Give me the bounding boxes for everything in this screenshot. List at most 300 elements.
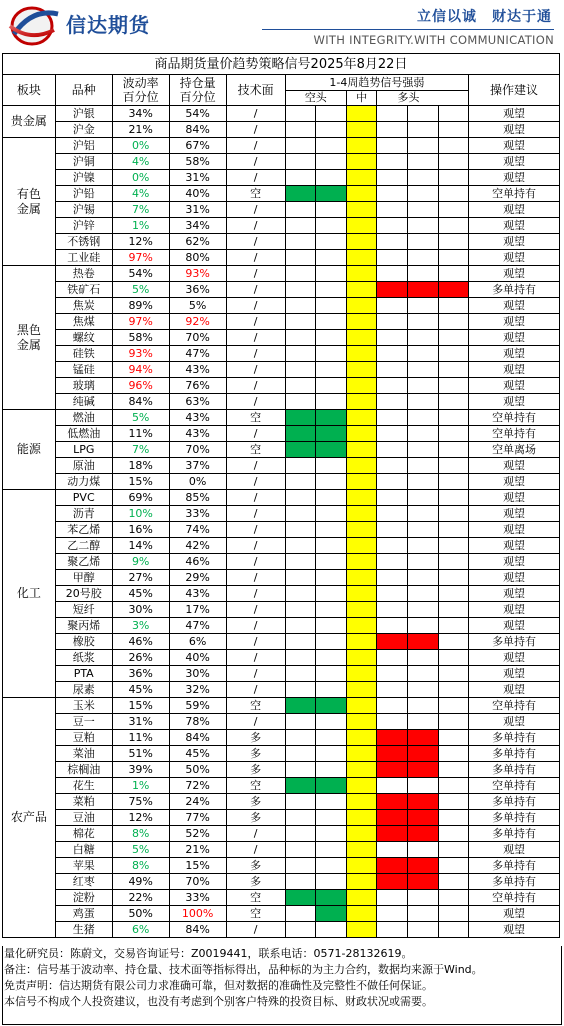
product-name: 焦炭 [55, 298, 112, 314]
signal-bar-cell [346, 378, 377, 394]
oi-percentile: 84% [169, 922, 226, 938]
signal-bar-cell [346, 522, 377, 538]
vol-percentile: 11% [112, 730, 169, 746]
signal-empty-cell [285, 330, 316, 346]
signal-empty-cell [316, 746, 347, 762]
signal-bar-cell [346, 650, 377, 666]
table-title: 商品期货量价趋势策略信号2025年8月22日 [3, 54, 560, 75]
signal-empty-cell [407, 138, 438, 154]
signal-empty-cell [438, 154, 469, 170]
signal-bar-cell [346, 554, 377, 570]
signal-empty-cell [438, 522, 469, 538]
oi-percentile: 62% [169, 234, 226, 250]
signal-empty-cell [377, 922, 408, 938]
oi-percentile: 47% [169, 346, 226, 362]
table-row [3, 554, 560, 570]
signal-empty-cell [407, 186, 438, 202]
signal-empty-cell [407, 122, 438, 138]
oi-percentile: 78% [169, 714, 226, 730]
vol-percentile: 11% [112, 426, 169, 442]
tech-signal: / [226, 842, 285, 858]
signal-empty-cell [407, 698, 438, 714]
signal-empty-cell [316, 922, 347, 938]
advice-text: 观望 [469, 106, 560, 122]
oi-percentile: 77% [169, 810, 226, 826]
vol-percentile: 45% [112, 682, 169, 698]
oi-percentile: 47% [169, 618, 226, 634]
sector-name: 贵金属 [3, 106, 56, 138]
signal-bar-cell [346, 794, 377, 810]
sector-name: 化工 [3, 490, 56, 698]
tech-signal: / [226, 346, 285, 362]
signal-empty-cell [285, 650, 316, 666]
oi-percentile: 29% [169, 570, 226, 586]
signal-empty-cell [438, 730, 469, 746]
signal-bar-cell [316, 442, 347, 458]
table-row [3, 250, 560, 266]
oi-percentile: 100% [169, 906, 226, 922]
table-row [3, 826, 560, 842]
signal-empty-cell [285, 586, 316, 602]
signal-empty-cell [377, 522, 408, 538]
product-name: 白糖 [55, 842, 112, 858]
vol-percentile: 39% [112, 762, 169, 778]
oi-percentile: 52% [169, 826, 226, 842]
signal-empty-cell [438, 762, 469, 778]
advice-text: 观望 [469, 586, 560, 602]
product-name: 棉花 [55, 826, 112, 842]
table-row [3, 842, 560, 858]
tech-signal: / [226, 922, 285, 938]
product-name: 不锈钢 [55, 234, 112, 250]
signal-bar-cell [316, 698, 347, 714]
signal-empty-cell [407, 410, 438, 426]
product-name: 菜油 [55, 746, 112, 762]
advice-text: 多单持有 [469, 810, 560, 826]
vol-percentile: 8% [112, 826, 169, 842]
signal-empty-cell [316, 682, 347, 698]
signal-empty-cell [407, 314, 438, 330]
oi-percentile: 43% [169, 426, 226, 442]
signal-bar-cell [346, 314, 377, 330]
oi-percentile: 43% [169, 362, 226, 378]
tech-signal: 空 [226, 698, 285, 714]
vol-percentile: 97% [112, 250, 169, 266]
oi-percentile: 6% [169, 634, 226, 650]
tech-signal: / [226, 586, 285, 602]
signal-bar-cell [407, 826, 438, 842]
signal-empty-cell [438, 794, 469, 810]
tech-signal: / [226, 234, 285, 250]
signal-empty-cell [316, 650, 347, 666]
signal-empty-cell [407, 266, 438, 282]
signal-empty-cell [285, 810, 316, 826]
signal-empty-cell [377, 298, 408, 314]
signal-empty-cell [407, 602, 438, 618]
product-name: 沪锌 [55, 218, 112, 234]
signal-empty-cell [438, 426, 469, 442]
table-row [3, 634, 560, 650]
tech-signal: 多 [226, 858, 285, 874]
signal-empty-cell [285, 122, 316, 138]
vol-percentile: 94% [112, 362, 169, 378]
signal-bar-cell [407, 746, 438, 762]
signal-bar-cell [346, 218, 377, 234]
vol-percentile: 45% [112, 586, 169, 602]
signal-empty-cell [377, 570, 408, 586]
table-row [3, 490, 560, 506]
signal-bar-cell [346, 410, 377, 426]
oi-percentile: 59% [169, 698, 226, 714]
advice-text: 观望 [469, 394, 560, 410]
signal-empty-cell [316, 634, 347, 650]
signal-bar-cell [346, 266, 377, 282]
vol-percentile: 21% [112, 122, 169, 138]
vol-percentile: 0% [112, 170, 169, 186]
signal-empty-cell [377, 266, 408, 282]
signal-empty-cell [285, 522, 316, 538]
signal-bar-cell [377, 730, 408, 746]
signal-bar-cell [346, 330, 377, 346]
vol-percentile: 51% [112, 746, 169, 762]
signal-empty-cell [316, 202, 347, 218]
signal-bar-cell [346, 858, 377, 874]
signal-empty-cell [438, 906, 469, 922]
signal-empty-cell [316, 618, 347, 634]
footer-researcher: 量化研究员：陈蔚文，交易咨询证号：Z0019441，联系电话：0571-28132619。 [4, 947, 413, 960]
vol-percentile: 0% [112, 138, 169, 154]
signal-bar-cell [407, 810, 438, 826]
advice-text: 观望 [469, 842, 560, 858]
vol-percentile: 31% [112, 714, 169, 730]
advice-text: 多单持有 [469, 634, 560, 650]
signal-bar-cell [346, 122, 377, 138]
signal-empty-cell [377, 234, 408, 250]
oi-percentile: 37% [169, 458, 226, 474]
vol-percentile: 1% [112, 218, 169, 234]
oi-percentile: 93% [169, 266, 226, 282]
vol-percentile: 89% [112, 298, 169, 314]
signal-empty-cell [438, 202, 469, 218]
signal-bar-cell [316, 426, 347, 442]
table-row [3, 586, 560, 602]
oi-percentile: 30% [169, 666, 226, 682]
signal-empty-cell [407, 714, 438, 730]
footer-disclaimer: 免责声明：信达期货有限公司力求准确可靠，但对数据的准确性及完整性不做任何保证。 [4, 979, 433, 992]
product-name: 豆粕 [55, 730, 112, 746]
signal-empty-cell [377, 122, 408, 138]
product-name: 锰硅 [55, 362, 112, 378]
signal-empty-cell [285, 266, 316, 282]
signal-bar-cell [346, 506, 377, 522]
vol-percentile: 69% [112, 490, 169, 506]
signal-empty-cell [285, 842, 316, 858]
signal-bar-cell [346, 442, 377, 458]
signal-empty-cell [377, 250, 408, 266]
signal-empty-cell [377, 714, 408, 730]
signal-empty-cell [377, 666, 408, 682]
table-row [3, 890, 560, 906]
vol-percentile: 49% [112, 874, 169, 890]
signal-empty-cell [285, 170, 316, 186]
signal-bar-cell [346, 890, 377, 906]
signal-empty-cell [407, 170, 438, 186]
oi-percentile: 70% [169, 330, 226, 346]
product-name: 聚丙烯 [55, 618, 112, 634]
signal-empty-cell [377, 842, 408, 858]
table-row [3, 282, 560, 298]
vol-percentile: 8% [112, 858, 169, 874]
advice-text: 多单持有 [469, 746, 560, 762]
vol-percentile: 14% [112, 538, 169, 554]
vol-percentile: 7% [112, 442, 169, 458]
table-row [3, 778, 560, 794]
oi-percentile: 42% [169, 538, 226, 554]
advice-text: 观望 [469, 650, 560, 666]
oi-percentile: 46% [169, 554, 226, 570]
signal-empty-cell [316, 138, 347, 154]
signal-empty-cell [438, 330, 469, 346]
tech-signal: / [226, 202, 285, 218]
signal-empty-cell [407, 234, 438, 250]
signal-empty-cell [407, 202, 438, 218]
signal-bar-cell [346, 762, 377, 778]
signal-bar-cell [377, 826, 408, 842]
signal-empty-cell [377, 906, 408, 922]
signal-table [2, 53, 560, 938]
signal-bar-cell [346, 282, 377, 298]
tech-signal: / [226, 122, 285, 138]
signal-bar-cell [407, 794, 438, 810]
signal-empty-cell [407, 426, 438, 442]
product-name: 聚乙烯 [55, 554, 112, 570]
signal-empty-cell [438, 810, 469, 826]
vol-percentile: 5% [112, 842, 169, 858]
vol-percentile: 27% [112, 570, 169, 586]
tech-signal: 多 [226, 762, 285, 778]
advice-text: 观望 [469, 682, 560, 698]
signal-empty-cell [438, 458, 469, 474]
signal-empty-cell [377, 330, 408, 346]
signal-empty-cell [285, 154, 316, 170]
vol-percentile: 10% [112, 506, 169, 522]
tech-signal: / [226, 682, 285, 698]
signal-empty-cell [377, 426, 408, 442]
tech-signal: / [226, 138, 285, 154]
product-name: 燃油 [55, 410, 112, 426]
slogan-divider [262, 29, 554, 30]
tech-signal: / [226, 554, 285, 570]
signal-empty-cell [285, 490, 316, 506]
advice-text: 观望 [469, 122, 560, 138]
signal-empty-cell [407, 362, 438, 378]
signal-empty-cell [407, 394, 438, 410]
signal-empty-cell [316, 154, 347, 170]
signal-bar-cell [346, 186, 377, 202]
signal-empty-cell [407, 298, 438, 314]
signal-empty-cell [316, 794, 347, 810]
signal-empty-cell [377, 778, 408, 794]
signal-empty-cell [377, 202, 408, 218]
oi-percentile: 45% [169, 746, 226, 762]
signal-empty-cell [407, 154, 438, 170]
footer-notes [2, 946, 562, 1025]
tech-signal: / [226, 570, 285, 586]
oi-percentile: 33% [169, 890, 226, 906]
vol-percentile: 3% [112, 618, 169, 634]
signal-empty-cell [438, 586, 469, 602]
signal-empty-cell [438, 442, 469, 458]
product-name: 橡胶 [55, 634, 112, 650]
table-row [3, 874, 560, 890]
oi-percentile: 33% [169, 506, 226, 522]
tech-signal: 空 [226, 186, 285, 202]
signal-bar-cell [407, 874, 438, 890]
vol-percentile: 97% [112, 314, 169, 330]
signal-empty-cell [407, 346, 438, 362]
col-oi [169, 75, 226, 106]
oi-percentile: 32% [169, 682, 226, 698]
oi-percentile: 31% [169, 170, 226, 186]
signal-empty-cell [285, 378, 316, 394]
signal-bar-cell [377, 746, 408, 762]
product-name: 生猪 [55, 922, 112, 938]
signal-bar-cell [285, 410, 316, 426]
tech-signal: / [226, 458, 285, 474]
product-name: 尿素 [55, 682, 112, 698]
oi-percentile: 63% [169, 394, 226, 410]
table-row [3, 442, 560, 458]
signal-bar-cell [316, 778, 347, 794]
signal-empty-cell [316, 506, 347, 522]
signal-empty-cell [377, 586, 408, 602]
product-name: 沪银 [55, 106, 112, 122]
advice-text: 观望 [469, 218, 560, 234]
oi-percentile: 0% [169, 474, 226, 490]
signal-bar-cell [346, 778, 377, 794]
tech-signal: 多 [226, 794, 285, 810]
signal-empty-cell [316, 266, 347, 282]
tech-signal: / [226, 170, 285, 186]
signal-empty-cell [316, 810, 347, 826]
vol-percentile: 26% [112, 650, 169, 666]
table-row [3, 202, 560, 218]
signal-empty-cell [285, 746, 316, 762]
tech-signal: / [226, 282, 285, 298]
signal-empty-cell [316, 218, 347, 234]
advice-text: 观望 [469, 362, 560, 378]
vol-percentile: 15% [112, 474, 169, 490]
oi-percentile: 40% [169, 650, 226, 666]
product-name: 沪金 [55, 122, 112, 138]
col-advice: 操作建议 [469, 75, 560, 106]
signal-empty-cell [285, 362, 316, 378]
tech-signal: / [226, 250, 285, 266]
signal-bar-cell [438, 282, 469, 298]
signal-empty-cell [407, 922, 438, 938]
advice-text: 观望 [469, 522, 560, 538]
table-row [3, 602, 560, 618]
product-name: 鸡蛋 [55, 906, 112, 922]
signal-empty-cell [438, 506, 469, 522]
table-row [3, 746, 560, 762]
signal-empty-cell [285, 762, 316, 778]
signal-empty-cell [377, 170, 408, 186]
vol-percentile: 58% [112, 330, 169, 346]
vol-percentile: 22% [112, 890, 169, 906]
signal-bar-cell [346, 746, 377, 762]
signal-empty-cell [316, 522, 347, 538]
tech-signal: / [226, 538, 285, 554]
table-row [3, 458, 560, 474]
advice-text: 多单持有 [469, 730, 560, 746]
signal-empty-cell [377, 138, 408, 154]
advice-text: 观望 [469, 474, 560, 490]
signal-bar-cell [316, 186, 347, 202]
vol-percentile: 36% [112, 666, 169, 682]
product-name: 沥青 [55, 506, 112, 522]
table-row [3, 762, 560, 778]
signal-bar-cell [377, 634, 408, 650]
oi-percentile: 84% [169, 730, 226, 746]
vol-percentile: 15% [112, 698, 169, 714]
signal-empty-cell [438, 314, 469, 330]
col-oi-label: 持仓量 百分位 [179, 76, 216, 104]
advice-text: 观望 [469, 922, 560, 938]
signal-empty-cell [438, 346, 469, 362]
advice-text: 观望 [469, 234, 560, 250]
signal-bar-cell [346, 202, 377, 218]
signal-bar-cell [346, 362, 377, 378]
signal-bar-cell [346, 394, 377, 410]
signal-empty-cell [438, 378, 469, 394]
sector-name: 能源 [3, 410, 56, 490]
col-short: 空头 [285, 90, 346, 106]
table-row [3, 378, 560, 394]
vol-percentile: 84% [112, 394, 169, 410]
advice-text: 观望 [469, 314, 560, 330]
tech-signal: / [226, 666, 285, 682]
signal-empty-cell [377, 618, 408, 634]
signal-bar-cell [346, 570, 377, 586]
oi-percentile: 84% [169, 122, 226, 138]
sector-name: 有色 金属 [3, 138, 56, 266]
signal-empty-cell [407, 554, 438, 570]
product-name: 玉米 [55, 698, 112, 714]
signal-empty-cell [316, 474, 347, 490]
tech-signal: / [226, 106, 285, 122]
product-name: 20号胶 [55, 586, 112, 602]
table-row [3, 234, 560, 250]
signal-bar-cell [285, 426, 316, 442]
signal-empty-cell [407, 890, 438, 906]
product-name: 豆一 [55, 714, 112, 730]
tech-signal: 空 [226, 906, 285, 922]
oi-percentile: 70% [169, 874, 226, 890]
signal-empty-cell [407, 458, 438, 474]
table-row [3, 698, 560, 714]
vol-percentile: 1% [112, 778, 169, 794]
signal-empty-cell [285, 714, 316, 730]
signal-bar-cell [316, 890, 347, 906]
signal-bar-cell [285, 442, 316, 458]
oi-percentile: 17% [169, 602, 226, 618]
advice-text: 观望 [469, 906, 560, 922]
signal-empty-cell [407, 378, 438, 394]
signal-empty-cell [438, 170, 469, 186]
tech-signal: / [226, 506, 285, 522]
signal-empty-cell [285, 474, 316, 490]
